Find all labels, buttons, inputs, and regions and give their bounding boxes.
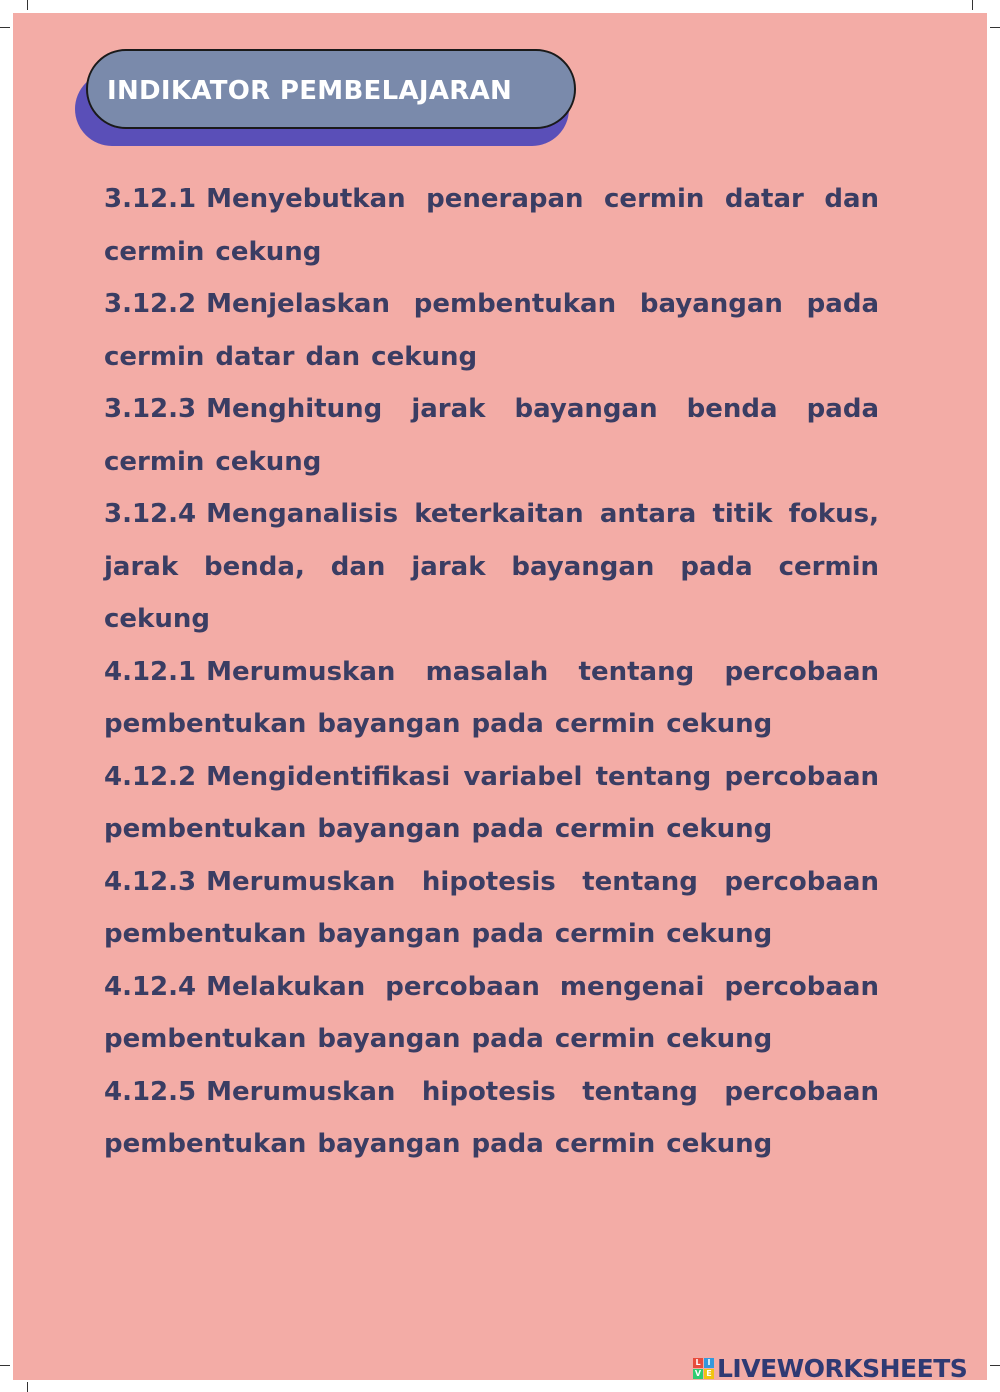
- indicator-list: [104, 173, 879, 1171]
- indicator-code: 4.12.3: [104, 866, 197, 897]
- crop-mark: [27, 0, 28, 10]
- crop-mark: [990, 1365, 1000, 1366]
- title-banner: [86, 49, 576, 129]
- liveworksheets-icon: L I V E: [693, 1358, 714, 1379]
- indicator-text: Menjelaskan pembentukan bayangan pada cermin datar dan cekung: [104, 289, 879, 372]
- indicator-text: Melakukan percobaan mengenai percobaan pembentukan bayangan pada cermin cekung: [104, 971, 879, 1054]
- indicator-code: 3.12.4: [104, 499, 197, 529]
- indicator-item: [104, 646, 879, 751]
- liveworksheets-logo[interactable]: [693, 1355, 967, 1381]
- indicator-item: [104, 856, 879, 961]
- indicator-item: [104, 751, 879, 856]
- crop-mark: [0, 27, 10, 28]
- indicator-code: 4.12.5: [104, 1076, 197, 1107]
- indicator-text: Mengidentifikasi variabel tentang percobaan pembentukan bayangan pada cermin cekung: [104, 761, 879, 844]
- indicator-text: Menganalisis keterkaitan antara titik fokus, jarak benda, dan jarak bayangan pada cermin cekung: [104, 499, 879, 634]
- crop-mark: [0, 1365, 10, 1366]
- crop-mark: [972, 0, 973, 10]
- crop-mark: [990, 27, 1000, 28]
- indicator-item: [104, 1066, 879, 1171]
- crop-mark: [27, 1382, 28, 1392]
- indicator-text: Menyebutkan penerapan cermin datar dan cermin cekung: [104, 184, 879, 267]
- page-title: INDIKATOR PEMBELAJARAN: [107, 76, 513, 106]
- indicator-item: [104, 961, 879, 1066]
- indicator-item: [104, 173, 879, 278]
- indicator-code: 4.12.4: [104, 971, 197, 1002]
- indicator-code: 4.12.1: [104, 656, 197, 687]
- indicator-code: 3.12.1: [104, 184, 197, 214]
- worksheet-page: [13, 13, 987, 1380]
- indicator-item: [104, 278, 879, 383]
- indicator-text: Merumuskan hipotesis tentang percobaan pembentukan bayangan pada cermin cekung: [104, 1076, 879, 1159]
- indicator-text: Merumuskan hipotesis tentang percobaan pembentukan bayangan pada cermin cekung: [104, 866, 879, 949]
- indicator-item: [104, 488, 879, 646]
- indicator-item: [104, 383, 879, 488]
- brand-name: LIVEWORKSHEETS: [717, 1353, 968, 1383]
- indicator-code: 4.12.2: [104, 761, 197, 792]
- indicator-code: 3.12.2: [104, 289, 197, 319]
- indicator-text: Merumuskan masalah tentang percobaan pembentukan bayangan pada cermin cekung: [104, 656, 879, 739]
- indicator-code: 3.12.3: [104, 394, 197, 424]
- indicator-text: Menghitung jarak bayangan benda pada cermin cekung: [104, 394, 879, 477]
